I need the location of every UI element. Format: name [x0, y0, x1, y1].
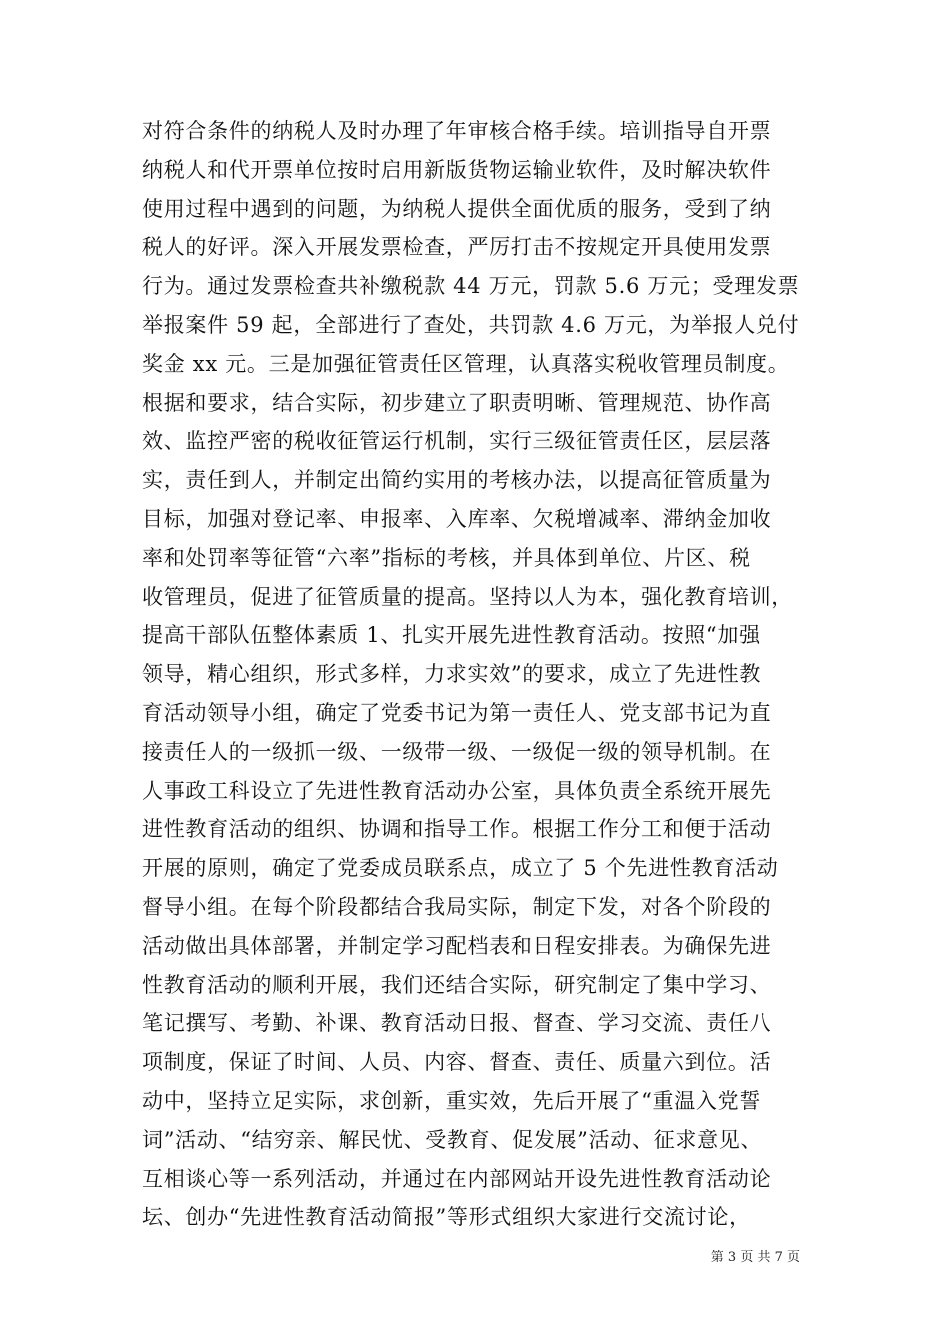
text-line: 互相谈心等一系列活动，并通过在内部网站开设先进性教育活动论 [142, 1166, 772, 1191]
text-line: 实，责任到人，并制定出简约实用的考核办法，以提高征管质量为 [142, 468, 772, 493]
text-line: 接责任人的一级抓一级、一级带一级、一级促一级的领导机制。在 [142, 739, 772, 764]
text-line: 性教育活动的顺利开展，我们还结合实际，研究制定了集中学习、 [142, 972, 772, 997]
text-line: 育活动领导小组，确定了党委书记为第一责任人、党支部书记为直 [142, 700, 772, 725]
text-line: 开展的原则，确定了党委成员联系点，成立了 5 个先进性教育活动 [142, 856, 779, 881]
text-line: 动中，坚持立足实际，求创新，重实效，先后开展了“重温入党誓 [142, 1088, 762, 1113]
text-line: 领导，精心组织，形式多样，力求实效”的要求，成立了先进性教 [142, 662, 762, 687]
text-line: 对符合条件的纳税人及时办理了年审核合格手续。培训指导自开票 [142, 119, 772, 143]
text-line: 目标，加强对登记率、申报率、入库率、欠税增减率、滞纳金加收 [142, 506, 772, 531]
text-line: 项制度，保证了时间、人员、内容、督查、责任、质量六到位。活 [142, 1050, 772, 1075]
text-line: 纳税人和代开票单位按时启用新版货物运输业软件，及时解决软件 [142, 157, 772, 182]
text-line: 提高干部队伍整体素质 1、扎实开展先进性教育活动。按照“加强 [142, 623, 761, 648]
text-line: 督导小组。在每个阶段都结合我局实际，制定下发，对各个阶段的 [142, 894, 772, 919]
text-line: 活动做出具体部署，并制定学习配档表和日程安排表。为确保先进 [142, 933, 772, 958]
text-line: 根据和要求，结合实际，初步建立了职责明晰、管理规范、协作高 [142, 390, 772, 415]
text-line: 行为。通过发票检查共补缴税款 44 万元，罚款 5.6 万元；受理发票 [142, 274, 800, 299]
text-line: 笔记撰写、考勤、补课、教育活动日报、督查、学习交流、责任八 [142, 1011, 772, 1036]
text-line: 税人的好评。深入开展发票检查，严厉打击不按规定开具使用发票 [142, 235, 772, 260]
text-line: 奖金 xx 元。三是加强征管责任区管理，认真落实税收管理员制度。 [142, 351, 790, 376]
text-line: 使用过程中遇到的问题，为纳税人提供全面优质的服务，受到了纳 [142, 196, 772, 221]
text-line: 举报案件 59 起，全部进行了查处，共罚款 4.6 万元，为举报人兑付 [142, 312, 800, 337]
body-text [142, 112, 812, 1237]
page-number-footer: 第 3 页 共 7 页 [710, 1250, 800, 1265]
text-line: 坛、创办“先进性教育活动简报”等形式组织大家进行交流讨论， [142, 1205, 751, 1230]
text-line: 人事政工科设立了先进性教育活动办公室，具体负责全系统开展先 [142, 778, 772, 803]
text-line: 词”活动、“结穷亲、解民忧、受教育、促发展”活动、征求意见、 [142, 1127, 763, 1152]
text-line: 效、监控严密的税收征管运行机制，实行三级征管责任区，层层落 [142, 429, 772, 454]
text-line: 率和处罚率等征管“六率”指标的考核，并具体到单位、片区、税 [142, 545, 751, 570]
text-line: 收管理员，促进了征管质量的提高。坚持以人为本，强化教育培训， [142, 584, 793, 609]
text-line: 进性教育活动的组织、协调和指导工作。根据工作分工和便于活动 [142, 817, 772, 842]
